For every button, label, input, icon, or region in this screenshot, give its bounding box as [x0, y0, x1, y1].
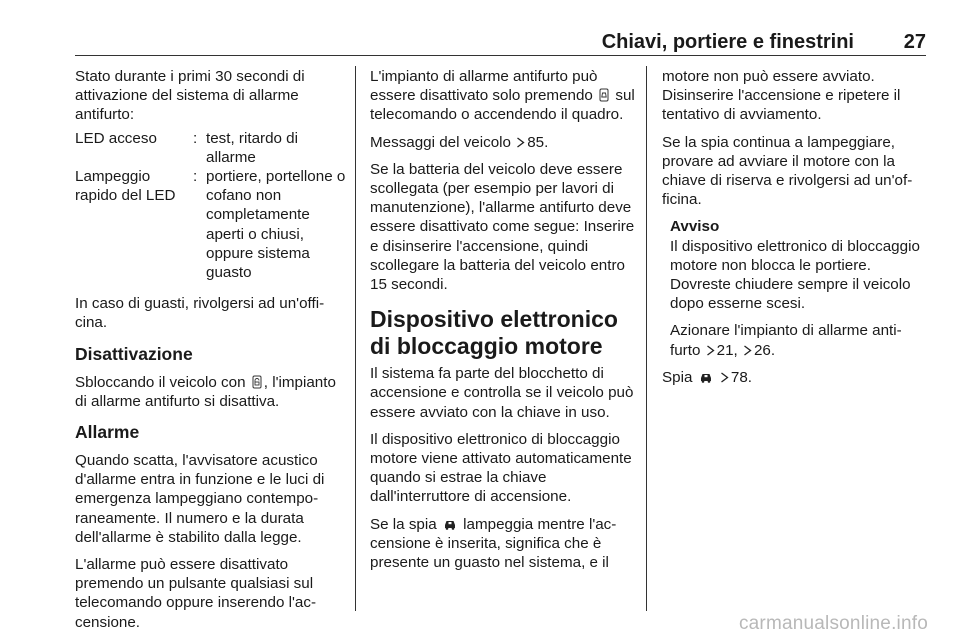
col2-paragraph-6 — [370, 515, 638, 573]
spia-paragraph — [662, 368, 928, 387]
col2-p2-ref: 85. — [527, 133, 549, 151]
heading-allarme: Allarme — [75, 422, 140, 443]
table-definition: portiere, portellone o cofano non completamente aperti o chiusi, oppure sistema guasto — [206, 168, 346, 282]
col2-p2-pre: Messaggi del veicolo — [370, 133, 511, 151]
allarme-paragraph-1: Quando scatta, l'avvisatore acustico d'allarme entra in funzione e le luci di emergenza lampeggiano contemporaneamente. Il numero e la durata dell'allarme è stabilito dalla legge. — [75, 452, 325, 546]
immobilizer-car-icon — [699, 371, 713, 383]
spia-ref: 78. — [730, 368, 752, 386]
watermark: carmanualsonline.info — [738, 613, 928, 634]
header-rule — [75, 55, 926, 56]
page-ref-arrow-icon — [516, 137, 525, 148]
col2-p1-post: sul telecomando o accendendo il quadro. — [370, 87, 635, 124]
col2-paragraph-2 — [370, 133, 638, 152]
spia-pre: Spia — [662, 368, 693, 386]
unlock-icon — [252, 375, 262, 389]
notice-paragraph-2 — [670, 321, 928, 359]
col2-paragraph-5: Il dispositivo elettronico di bloccaggio motore viene attivato automaticamente quando si estrae la chiave dall'interruttore di accensione. — [370, 430, 632, 506]
col2-paragraph-1 — [370, 67, 638, 125]
page-ref-arrow-icon — [720, 372, 729, 383]
col2-paragraph-3: Se la batteria del veicolo deve essere scollegata (per esempio per lavori di manutenzione), l'allarme antifurto deve essere disattivato come segue: Inserire e disinserire l'accensione, quindi scollegare la batteria del veicolo entro 15 secondi. — [370, 160, 635, 294]
table-colon: : — [193, 129, 198, 147]
disatt-text-pre: Sbloccando il veicolo con — [75, 373, 246, 391]
status-intro: Stato durante i primi 30 secondi di attivazione del sistema di allarme antifurto: — [75, 68, 305, 124]
page-header — [75, 31, 926, 58]
table-row — [75, 167, 347, 282]
page-ref-arrow-icon — [706, 345, 715, 356]
table-term: Lampeggio rapido del LED — [75, 168, 176, 205]
page-number: 27 — [903, 31, 926, 53]
fault-paragraph: In caso di guasti, rivolgersi ad un'officina. — [75, 295, 325, 332]
led-status-table — [75, 129, 347, 283]
table-definition: test, ritardo di allarme — [206, 129, 299, 166]
column-2 — [370, 67, 638, 580]
disattivazione-paragraph — [75, 373, 347, 411]
allarme-paragraph-2: L'allarme può essere disattivato premendo un pulsante qualsiasi sul telecomando oppure inserendo l'accensione. — [75, 556, 316, 631]
col2-paragraph-4: Il sistema fa parte del blocchetto di accensione e controlla se il veicolo può essere avviato con la chiave in uso. — [370, 365, 634, 421]
column-divider-1 — [355, 66, 356, 611]
disatt-text-post: , l'impianto di allarme antifurto si disattiva. — [75, 373, 336, 410]
notice-paragraph-1: Il dispositivo elettronico di bloccaggio motore non blocca le portiere. Dovreste chiudere sempre il veicolo dopo esserne scesi. — [670, 237, 920, 313]
tailgate-icon — [599, 88, 609, 102]
col2-p6-post: lampeggia mentre l'accensione è inserita, significa che è presente un guasto nel sistema, e il — [370, 515, 617, 572]
notice-title: Avviso — [670, 218, 720, 236]
col3-paragraph-2: Se la spia continua a lampeggiare, provare ad avviare il motore con la chiave di riserva e rivolgersi ad un'officina. — [662, 133, 913, 209]
col2-p6-pre: Se la spia — [370, 515, 437, 533]
heading-immobilizer: Dispositivo elettronico di bloccaggio motore — [370, 306, 618, 360]
page-ref-arrow-icon — [743, 345, 752, 356]
column-1 — [75, 67, 347, 640]
page-title: Chiavi, portiere e finestrini — [601, 31, 854, 53]
immobilizer-car-icon — [443, 518, 457, 530]
column-3 — [662, 67, 928, 395]
col3-paragraph-1: motore non può essere avviato. Disinserire l'accensione e ripetere il tentativo di avviamento. — [662, 68, 901, 124]
notice-p2-pre: Azionare l'impianto di allarme antifurto — [670, 322, 902, 359]
heading-disattivazione: Disattivazione — [75, 343, 193, 364]
table-row — [75, 129, 347, 167]
table-term: LED acceso — [75, 129, 157, 147]
col2-p1-pre: L'impianto di allarme antifurto può essere disattivato solo premendo — [370, 68, 598, 105]
notice-box — [670, 217, 928, 359]
table-colon: : — [193, 168, 198, 186]
column-divider-2 — [646, 66, 647, 611]
notice-p2-ref2: 26. — [753, 341, 776, 359]
notice-p2-ref1: 21, — [716, 341, 738, 359]
